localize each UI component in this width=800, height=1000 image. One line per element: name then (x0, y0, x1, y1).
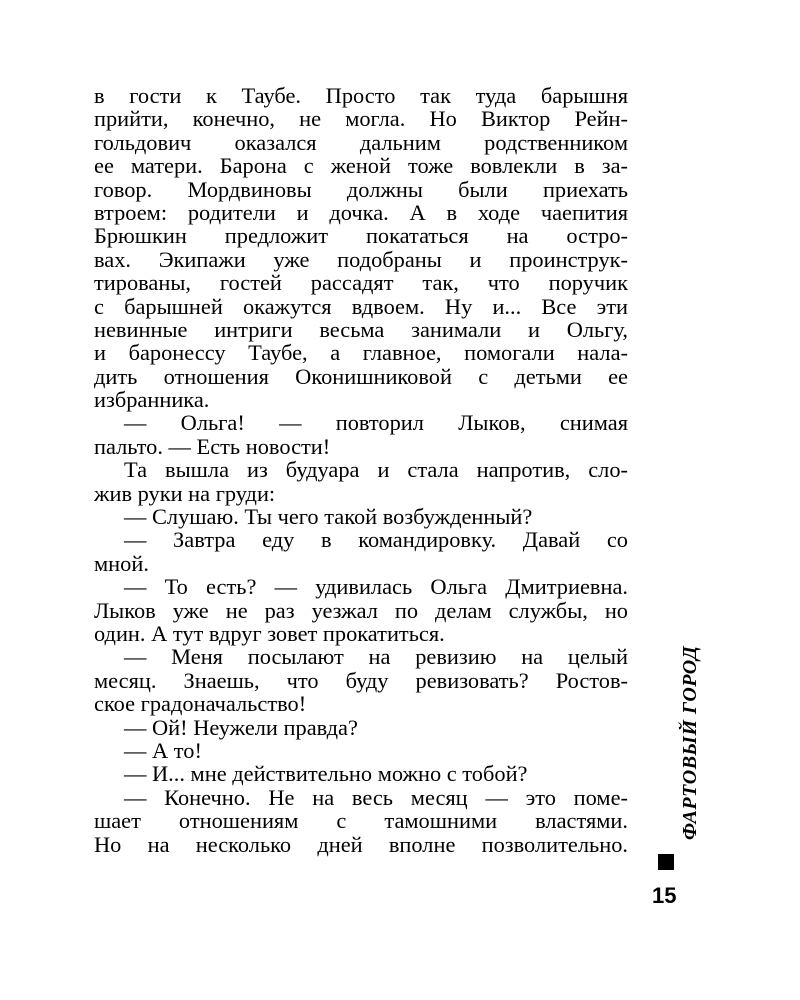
text-line: жив руки на груди: (94, 480, 276, 506)
text-line: месяц. Знаешь, что буду ревизовать? Ростов- (94, 667, 628, 693)
text-line: Та вышла из будуара и стала напротив, сло- (124, 457, 628, 483)
text-line: прийти, конечно, не могла. Но Виктор Рейн- (94, 106, 628, 132)
page-number: 15 (652, 883, 677, 908)
text-line: вах. Экипажи уже подобраны и проинструк- (94, 246, 628, 272)
text-line: Лыков уже не раз уезжал по делам службы, но (94, 597, 628, 623)
text-line: — Слушаю. Ты чего такой возбужденный? (124, 504, 533, 530)
text-line: избранника. (94, 387, 210, 413)
text-line: Но на несколько дней вполне позволительно. (94, 831, 628, 857)
text-line: невинные интриги весьма занимали и Ольгу, (94, 316, 628, 342)
text-line: — И... мне действительно можно с тобой? (124, 761, 528, 787)
text-line: один. А тут вдруг зовет прокатиться. (94, 620, 445, 646)
text-line: тированы, гостей рассадят так, что поручик (94, 270, 628, 296)
text-line: гольдович оказался дальним родственником (94, 129, 628, 155)
text-line: дить отношения Оконишниковой с детьми ее (94, 363, 628, 389)
text-line: втроем: родители и дочка. А в ходе чаепития (94, 199, 628, 225)
text-line: ское градоначальство! (94, 691, 307, 717)
running-title: ФАРТОВЫЙ ГОРОД (679, 645, 701, 840)
body-text (94, 84, 628, 856)
square-marker-icon (658, 854, 674, 870)
text-line: и баронессу Таубе, а главное, помогали нала- (94, 340, 628, 366)
text-line: говор. Мордвиновы должны были приехать (94, 176, 628, 202)
text-line: — Конечно. Не на весь месяц — это поме- (124, 784, 628, 810)
text-line: шает отношениям с тамошними властями. (94, 808, 628, 834)
text-line: — Меня посылают на ревизию на целый (124, 644, 628, 670)
text-line: в гости к Таубе. Просто так туда барышня (94, 83, 628, 108)
text-line: ее матери. Барона с женой тоже вовлекли в за- (94, 153, 628, 179)
text-line: — А то! (124, 737, 202, 763)
text-line: мной. (94, 550, 149, 576)
text-line: — Ольга! — повторил Лыков, снимая (124, 410, 628, 436)
text-line: — Ой! Неужели правда? (124, 714, 358, 740)
text-line: — Завтра еду в командировку. Давай со (124, 527, 628, 553)
text-line: — То есть? — удивилась Ольга Дмитриевна. (124, 574, 628, 600)
text-line: Брюшкин предложит покататься на остро- (94, 223, 628, 249)
text-line: с барышней окажутся вдвоем. Ну и... Все эти (94, 293, 628, 319)
text-line: пальто. — Есть новости! (94, 433, 331, 459)
